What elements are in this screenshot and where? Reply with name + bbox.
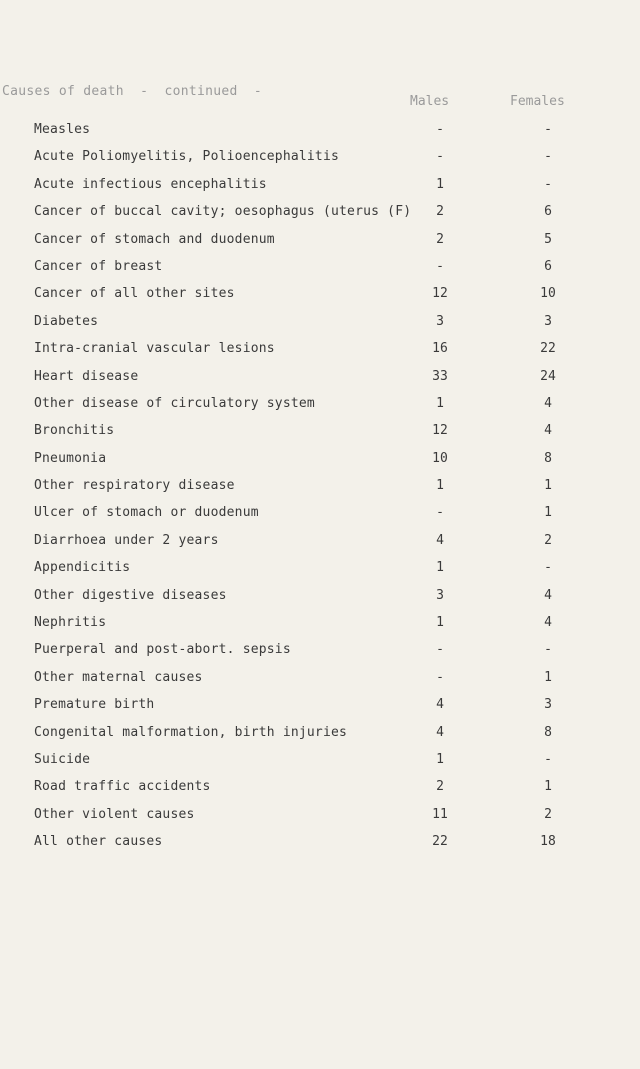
table-row (0, 173, 640, 200)
table-row (0, 721, 640, 748)
column-header-females: Females (510, 94, 565, 109)
cause-label: Measles (34, 122, 91, 137)
males-count: 12 (432, 423, 448, 439)
females-count: 8 (544, 450, 552, 466)
table-row (0, 501, 640, 528)
females-count: 2 (544, 806, 552, 822)
females-count: 2 (544, 532, 552, 548)
females-count: 3 (544, 313, 552, 329)
table-row (0, 584, 640, 611)
table-row (0, 337, 640, 364)
table-row (0, 803, 640, 830)
cause-label: Premature birth (34, 697, 155, 713)
cause-label: Other respiratory disease (34, 478, 235, 494)
males-count: - (436, 505, 444, 521)
table-row (0, 392, 640, 419)
females-count: 1 (544, 779, 552, 795)
table-row (0, 419, 640, 446)
table-row (0, 611, 640, 638)
cause-label: Cancer of all other sites (34, 286, 235, 302)
females-count: 5 (544, 231, 552, 247)
males-count: 1 (436, 478, 444, 494)
females-count: - (544, 642, 552, 658)
cause-label: Congenital malformation, birth injuries (34, 724, 348, 740)
table-row (0, 228, 640, 255)
causes-table (0, 118, 640, 858)
males-count: 1 (436, 560, 444, 576)
page-title: Causes of death - continued - (2, 84, 263, 99)
cause-label: Diarrhoea under 2 years (34, 532, 219, 548)
males-count: 3 (436, 587, 444, 603)
females-count: 1 (544, 669, 552, 685)
table-row (0, 118, 640, 145)
males-count: 1 (436, 395, 444, 411)
males-count: 16 (432, 341, 448, 357)
females-count: 24 (540, 368, 556, 384)
females-count: - (544, 751, 552, 767)
males-count: 33 (432, 368, 448, 384)
table-row (0, 447, 640, 474)
males-count: 22 (432, 834, 448, 850)
males-count: 1 (436, 176, 444, 192)
females-count: - (544, 122, 552, 137)
males-count: - (436, 122, 444, 137)
males-count: - (436, 642, 444, 658)
cause-label: Nephritis (34, 615, 107, 631)
females-count: - (544, 560, 552, 576)
table-row (0, 365, 640, 392)
table-row (0, 666, 640, 693)
females-count: 1 (544, 505, 552, 521)
females-count: 22 (540, 341, 556, 357)
cause-label: Road traffic accidents (34, 779, 211, 795)
table-row (0, 145, 640, 172)
table-row (0, 830, 640, 857)
table-row (0, 200, 640, 227)
cause-label: Heart disease (34, 368, 139, 384)
males-count: 1 (436, 615, 444, 631)
males-count: 2 (436, 231, 444, 247)
males-count: 2 (436, 779, 444, 795)
cause-label: Appendicitis (34, 560, 131, 576)
cause-label: Cancer of breast (34, 258, 163, 274)
males-count: - (436, 149, 444, 165)
males-count: 3 (436, 313, 444, 329)
males-count: 4 (436, 532, 444, 548)
table-row (0, 474, 640, 501)
males-count: 10 (432, 450, 448, 466)
cause-label: Acute Poliomyelitis, Polioencephalitis (34, 149, 340, 165)
cause-label: Cancer of buccal cavity; oesophagus (uterus (F) (34, 204, 412, 220)
females-count: 3 (544, 697, 552, 713)
cause-label: Puerperal and post-abort. sepsis (34, 642, 291, 658)
males-count: 1 (436, 751, 444, 767)
males-count: - (436, 669, 444, 685)
females-count: 6 (544, 258, 552, 274)
cause-label: Acute infectious encephalitis (34, 176, 267, 192)
column-header-males: Males (410, 94, 450, 109)
females-count: 6 (544, 204, 552, 220)
cause-label: Intra-cranial vascular lesions (34, 341, 275, 357)
cause-label: All other causes (34, 834, 163, 850)
females-count: - (544, 149, 552, 165)
cause-label: Other digestive diseases (34, 587, 227, 603)
females-count: 4 (544, 587, 552, 603)
females-count: 18 (540, 834, 556, 850)
males-count: 4 (436, 697, 444, 713)
table-row (0, 693, 640, 720)
females-count: 4 (544, 615, 552, 631)
cause-label: Cancer of stomach and duodenum (34, 231, 275, 247)
cause-label: Bronchitis (34, 423, 115, 439)
females-count: 10 (540, 286, 556, 302)
table-row (0, 556, 640, 583)
cause-label: Other violent causes (34, 806, 195, 822)
males-count: - (436, 258, 444, 274)
males-count: 4 (436, 724, 444, 740)
females-count: - (544, 176, 552, 192)
table-row (0, 282, 640, 309)
table-row (0, 529, 640, 556)
table-row (0, 748, 640, 775)
cause-label: Ulcer of stomach or duodenum (34, 505, 259, 521)
females-count: 4 (544, 423, 552, 439)
females-count: 4 (544, 395, 552, 411)
cause-label: Other maternal causes (34, 669, 203, 685)
females-count: 8 (544, 724, 552, 740)
cause-label: Pneumonia (34, 450, 107, 466)
females-count: 1 (544, 478, 552, 494)
males-count: 12 (432, 286, 448, 302)
males-count: 2 (436, 204, 444, 220)
table-row (0, 310, 640, 337)
cause-label: Suicide (34, 751, 91, 767)
table-row (0, 638, 640, 665)
table-row (0, 775, 640, 802)
cause-label: Other disease of circulatory system (34, 395, 315, 411)
cause-label: Diabetes (34, 313, 99, 329)
males-count: 11 (432, 806, 448, 822)
table-row (0, 255, 640, 282)
